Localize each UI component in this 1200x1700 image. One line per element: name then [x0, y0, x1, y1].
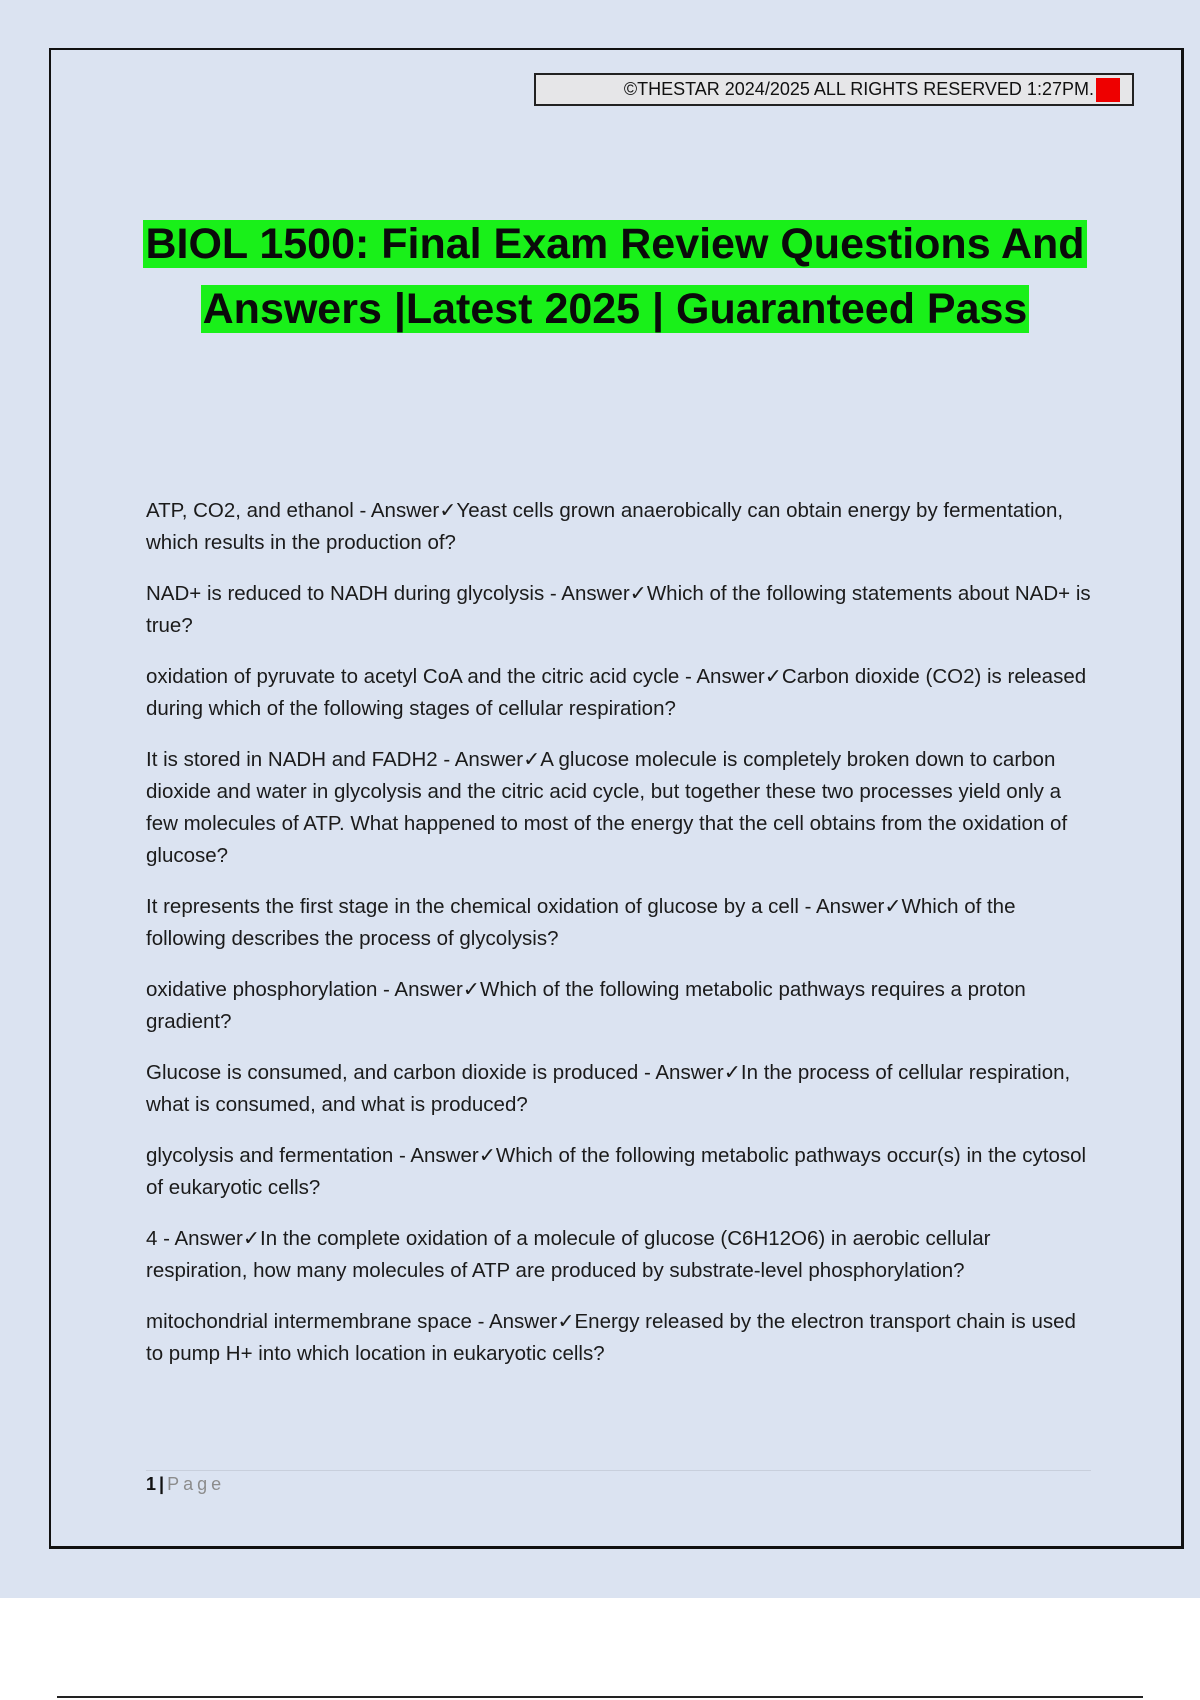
qa-item: mitochondrial intermembrane space - Answer✓Energy released by the electron transport chain is used to pump H+ into which location in eukaryotic cells? — [146, 1310, 1076, 1365]
copyright-banner — [534, 73, 1134, 106]
page-number: 1 — [146, 1474, 157, 1494]
copyright-text: ©THESTAR 2024/2025 ALL RIGHTS RESERVED 1:27PM. — [623, 79, 1094, 99]
qa-item: ATP, CO2, and ethanol - Answer✓Yeast cells grown anaerobically can obtain energy by fermentation, which results in the production of? — [146, 499, 1064, 554]
qa-item: It is stored in NADH and FADH2 - Answer✓A glucose molecule is completely broken down to carbon dioxide and water in glycolysis and the citric acid cycle, but together these two processes yield only a few molecules of ATP. What happened to most of the energy that the cell obtains from the oxidation of glucose? — [146, 748, 1068, 867]
qa-item: oxidative phosphorylation - Answer✓Which of the following metabolic pathways requires a proton gradient? — [146, 978, 1026, 1033]
page-label: Page — [167, 1474, 226, 1494]
qa-item: It represents the first stage in the chemical oxidation of glucose by a cell - Answer✓Which of the following describes the process of glycolysis? — [146, 895, 1016, 950]
qa-item: 4 - Answer✓In the complete oxidation of a molecule of glucose (C6H12O6) in aerobic cellular respiration, how many molecules of ATP are produced by substrate-level phosphorylation? — [146, 1227, 991, 1282]
qa-item: oxidation of pyruvate to acetyl CoA and the citric acid cycle - Answer✓Carbon dioxide (CO2) is released during which of the following stages of cellular respiration? — [146, 665, 1087, 720]
qa-list — [146, 495, 1096, 1389]
footer-separator: | — [159, 1474, 165, 1494]
page-footer — [146, 1474, 225, 1495]
title-line-1: BIOL 1500: Final Exam Review Questions And — [145, 220, 1085, 268]
title-line-2: Answers |Latest 2025 | Guaranteed Pass — [202, 285, 1028, 333]
bottom-divider — [57, 1696, 1143, 1698]
qa-item: NAD+ is reduced to NADH during glycolysis - Answer✓Which of the following statements about NAD+ is true? — [146, 582, 1091, 637]
document-title — [110, 212, 1120, 342]
footer-divider — [146, 1470, 1091, 1471]
qa-item: glycolysis and fermentation - Answer✓Which of the following metabolic pathways occur(s) in the cytosol of eukaryotic cells? — [146, 1144, 1087, 1199]
grade-badge: A+ — [1096, 78, 1120, 102]
qa-item: Glucose is consumed, and carbon dioxide is produced - Answer✓In the process of cellular respiration, what is consumed, and what is produced? — [146, 1061, 1071, 1116]
